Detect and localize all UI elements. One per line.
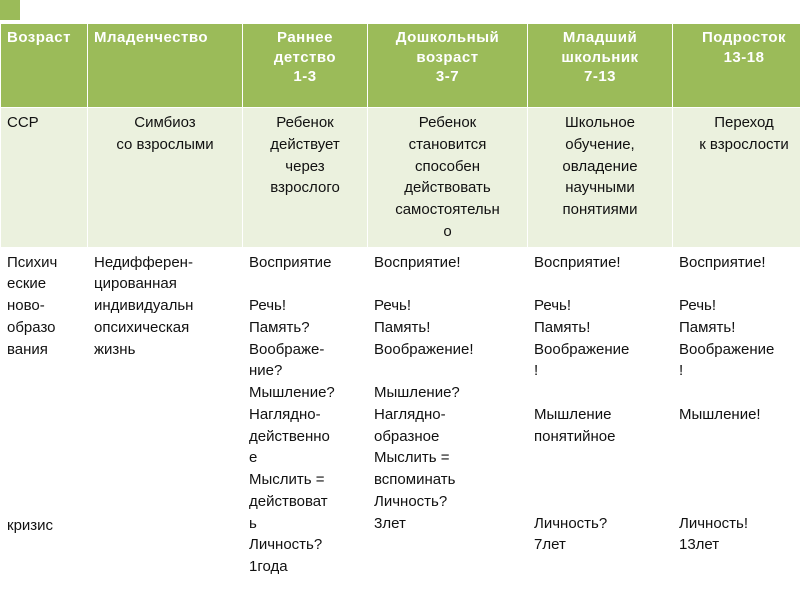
table-row-ssr	[1, 108, 800, 248]
ssr-early-childhood: Ребенок действует через взрослого	[243, 108, 368, 248]
header-preschool: Дошкольный возраст 3-7	[368, 24, 528, 108]
header-junior-school: Младший школьник 7-13	[528, 24, 673, 108]
neo-infancy: Недифферен- цированная индивидуальн опсихическая жизнь	[88, 247, 243, 611]
corner-decoration-top	[0, 0, 20, 20]
ssr-infancy: Симбиоз со взрослыми	[88, 108, 243, 248]
neo-label-cell	[1, 247, 88, 611]
header-row	[1, 24, 800, 108]
neo-preschool: Восприятие! Речь! Память! Воображение! Мышление? Наглядно- образное Мыслить = вспоминать Личность? 3лет	[368, 247, 528, 611]
ssr-preschool: Ребенок становится способен действовать самостоятельн о	[368, 108, 528, 248]
crisis-label: кризис	[7, 515, 53, 537]
neo-junior-school: Восприятие! Речь! Память! Воображение ! Мышление понятийное Личность? 7лет	[528, 247, 673, 611]
age-periods-table	[0, 23, 800, 612]
header-adolescent: Подросток 13-18	[673, 24, 800, 108]
ssr-adolescent: Переход к взрослости	[673, 108, 800, 248]
header-early-childhood: Раннее детство 1-3	[243, 24, 368, 108]
ssr-junior-school: Школьное обучение, овладение научными понятиями	[528, 108, 673, 248]
header-infancy: Младенчество	[88, 24, 243, 108]
header-age: Возраст	[1, 24, 88, 108]
neo-adolescent: Восприятие! Речь! Память! Воображение ! Мышление! Личность! 13лет	[673, 247, 800, 611]
table-row-neoformations	[1, 247, 800, 611]
neo-early-childhood: Восприятие Речь! Память? Воображе- ние? Мышление? Наглядно- действенно е Мыслить = действоват ь Личность? 1года	[243, 247, 368, 611]
ssr-label: ССР	[1, 108, 88, 248]
neo-label: Психич еские ново- образо вания	[7, 252, 81, 361]
